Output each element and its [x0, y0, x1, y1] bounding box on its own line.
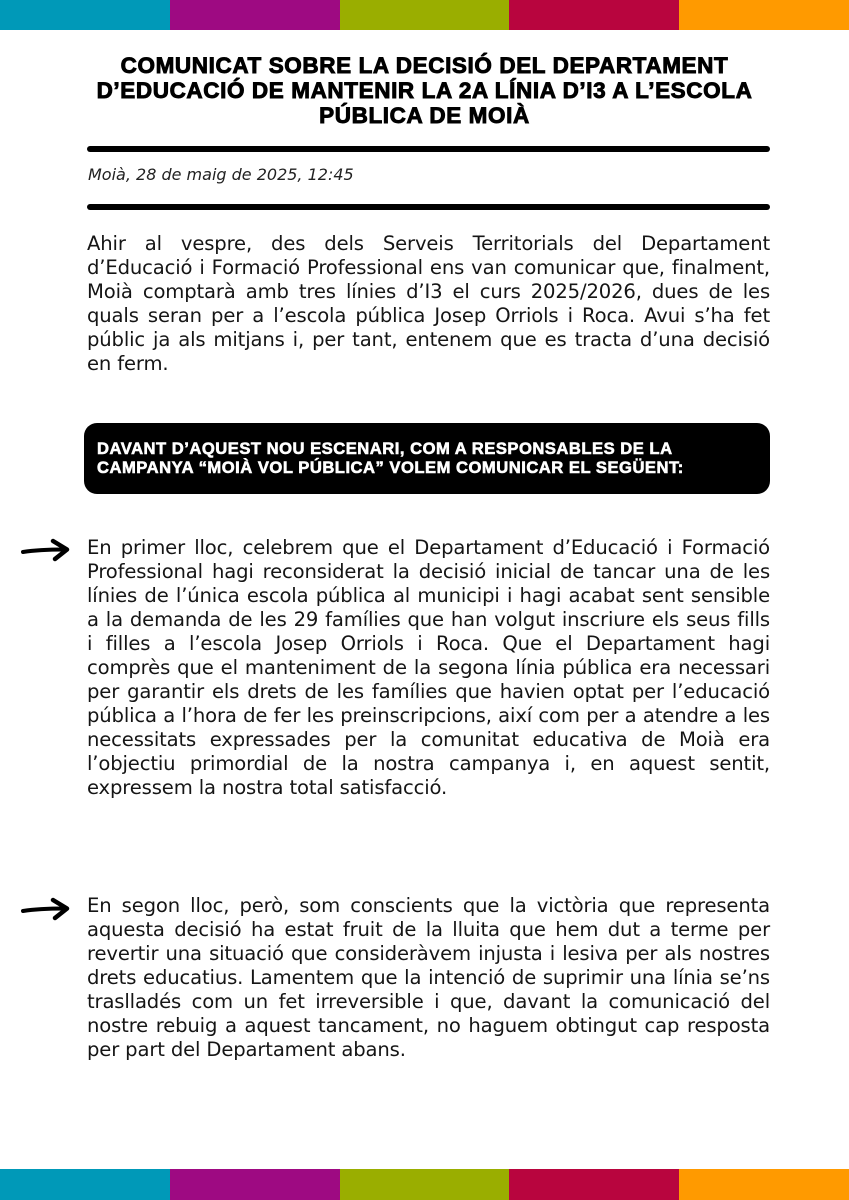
point-paragraph-1: En primer lloc, celebrem que el Departament d’Educació i Formació Professional hagi reconsiderat la decisió inicial de tancar una de les línies de l’única escola pública al municipi i hagi acabat sent sensible a la demanda de les 29 famílies que han volgut inscriure els seus fills i filles a l’escola Josep Orriols i Roca. Que el Departament hagi comprès que el manteniment de la segona línia pública era necessari per garantir els drets de les famílies que havien optat per l’educació pública a l’hora de fer les preinscripcions, així com per a atendre a les necessitats expressades per la comunitat educativa de Moià era l’objectiu primordial de la nostra campanya i, en aquest sentit, expressem la nostra total satisfacció.: [87, 536, 770, 799]
divider-top: [87, 146, 770, 152]
point-paragraph-2: En segon lloc, però, som conscients que la victòria que representa aquesta decisió ha estat fruit de la lluita que hem dut a terme per revertir una situació que consideràvem injusta i lesiva per als nostres drets educatius. Lamentem que la intenció de suprimir una línia se’ns traslladés com un fet irreversible i que, davant la comunicació del nostre rebuig a aquest tancament, no haguem obtingut cap resposta per part del Departament abans.: [87, 894, 770, 1061]
stripe-segment-orange: [679, 0, 849, 30]
stripe-segment-green: [340, 1169, 510, 1200]
stripe-segment-cyan: [0, 1169, 170, 1200]
arrow-right-icon: [20, 538, 72, 562]
callout-text: DAVANT D’AQUEST NOU ESCENARI, COM A RESPONSABLES DE LA CAMPANYA “MOIÀ VOL PÚBLICA” VOLEM COMUNICAR EL SEGÜENT:: [97, 439, 684, 477]
intro-paragraph: Ahir al vespre, des dels Serveis Territorials del Departament d’Educació i Formació Professional ens van comunicar que, finalment, Moià comptarà amb tres línies d’I3 el curs 2025/2026, dues de les quals seran per a l’escola pública Josep Orriols i Roca. Avui s’ha fet públic ja als mitjans i, per tant, entenem que es tracta d’una decisió en ferm.: [87, 232, 770, 375]
stripe-segment-crimson: [509, 0, 679, 30]
stripe-segment-green: [340, 0, 510, 30]
stripe-segment-crimson: [509, 1169, 679, 1200]
stripe-segment-magenta: [170, 1169, 340, 1200]
arrow-right-icon: [20, 897, 72, 921]
document-title: COMUNICAT SOBRE LA DECISIÓ DEL DEPARTAMENT D’EDUCACIÓ DE MANTENIR LA 2A LÍNIA D’I3 A L’ESCOLA PÚBLICA DE MOIÀ: [96, 53, 753, 128]
dateline: Moià, 28 de maig de 2025, 12:45: [88, 165, 354, 184]
callout-box: [84, 423, 770, 494]
divider-bottom: [87, 204, 770, 210]
stripe-segment-cyan: [0, 0, 170, 30]
stripe-segment-magenta: [170, 0, 340, 30]
top-color-stripe: [0, 0, 849, 30]
stripe-segment-orange: [679, 1169, 849, 1200]
bottom-color-stripe: [0, 1169, 849, 1200]
